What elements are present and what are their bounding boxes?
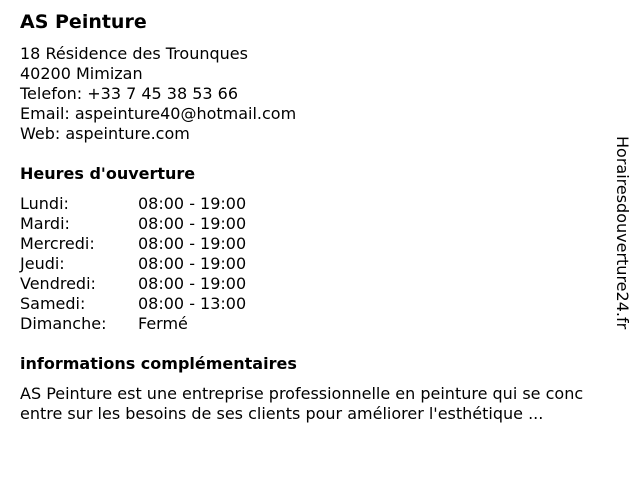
web-line: Web: aspeinture.com (20, 124, 190, 143)
day-label: Jeudi: (20, 254, 65, 273)
phone-line: Telefon: +33 7 45 38 53 66 (20, 84, 239, 103)
business-name: AS Peinture (20, 11, 147, 33)
day-label: Samedi: (20, 294, 86, 313)
time-value: Fermé (138, 314, 188, 333)
email-line: Email: aspeinture40@hotmail.com (20, 104, 297, 123)
day-label: Mardi: (20, 214, 70, 233)
address-street: 18 Résidence des Trounques (20, 44, 248, 63)
business-description (20, 384, 632, 424)
time-value: 08:00 - 19:00 (138, 214, 247, 233)
info-heading: informations complémentaires (20, 354, 297, 373)
day-label: Vendredi: (20, 274, 96, 293)
address-city: 40200 Mimizan (20, 64, 143, 83)
hours-heading: Heures d'ouverture (20, 164, 196, 183)
day-label: Dimanche: (20, 314, 107, 333)
time-value: 08:00 - 13:00 (138, 294, 247, 313)
description-line: entre sur les besoins de ses clients pour améliorer l'esthétique ... (20, 404, 544, 423)
site-watermark: Horairesdouverture24.fr (613, 136, 632, 330)
day-label: Lundi: (20, 194, 69, 213)
contact-block (20, 44, 296, 144)
time-value: 08:00 - 19:00 (138, 194, 247, 213)
time-value: 08:00 - 19:00 (138, 254, 247, 273)
time-value: 08:00 - 19:00 (138, 234, 247, 253)
day-label: Mercredi: (20, 234, 95, 253)
description-line: AS Peinture est une entreprise professionnelle en peinture qui se conc (20, 384, 584, 403)
time-value: 08:00 - 19:00 (138, 274, 247, 293)
